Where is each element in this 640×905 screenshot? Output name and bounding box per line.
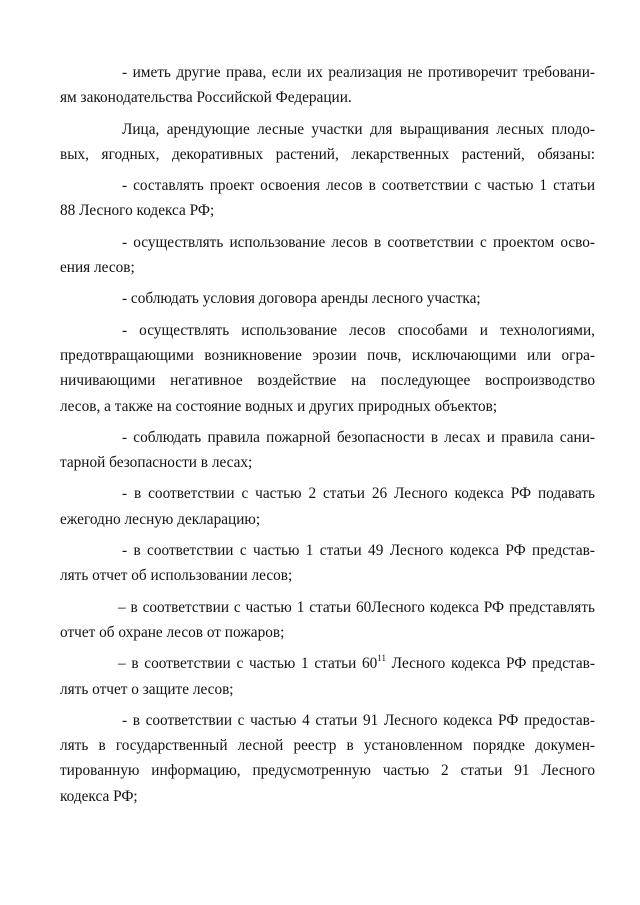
text-line: - в соответствии с частью 4 статьи 91 Лесного кодекса РФ предостав- <box>122 711 595 729</box>
paragraph-obligations-intro <box>60 117 595 168</box>
paragraph-usage-report <box>60 538 595 589</box>
text-line: - в соответствии с частью 2 статьи 26 Лесного кодекса РФ подавать <box>122 485 595 503</box>
text-line: - иметь другие права, если их реализация не противоречит требовани- <box>122 64 595 81</box>
paragraph-fire-protection-report <box>60 595 595 646</box>
text-line: отчет об охране лесов от пожаров; <box>60 623 285 641</box>
paragraph-forest-project <box>60 173 595 224</box>
text-line: ничивающими негативное воздействие на последующее воспроизводство <box>60 372 595 390</box>
text-line: ения лесов; <box>60 259 135 277</box>
text-line: тарной безопасности в лесах; <box>60 454 253 472</box>
paragraph-fire-safety <box>60 425 595 476</box>
text-line: - соблюдать правила пожарной безопасности в лесах и правила сани- <box>122 428 595 446</box>
text-line: тированную информацию, предусмотренную частью 2 статьи 91 Лесного <box>60 762 595 780</box>
text-line <box>60 651 595 676</box>
text-line: – в соответствии с частью 1 статьи 60Лесного кодекса РФ представлять <box>118 598 595 616</box>
text-line: вых, ягодных, декоративных растений, лекарственных растений, обязаны: <box>60 145 595 163</box>
paragraph-forest-declaration <box>60 481 595 532</box>
text-line: лесов, а также на состояние водных и других природных объектов; <box>60 397 498 415</box>
text-line: - соблюдать условия договора аренды лесного участка; <box>122 290 481 308</box>
text-line: лять в государственный лесной реестр в установленном порядке докумен- <box>60 737 595 755</box>
paragraph-erosion-prevention <box>60 318 595 419</box>
paragraph-other-rights <box>60 60 595 111</box>
paragraph-forest-protection-report <box>60 651 595 702</box>
text-line: - осуществлять использование лесов в соответствии с проектом осво- <box>122 233 595 251</box>
paragraph-lease-terms <box>60 286 595 311</box>
text-line: ям законодательства Российской Федерации. <box>60 89 352 107</box>
text-line: лять отчет об использовании лесов; <box>60 567 293 585</box>
text-line: - составлять проект освоения лесов в соответствии с частью 1 статьи <box>122 177 595 195</box>
text-line: - осуществлять использование лесов способами и технологиями, <box>122 321 595 339</box>
paragraph-forest-registry <box>60 708 595 809</box>
text-line: ежегодно лесную декларацию; <box>60 510 261 528</box>
text-line: кодекса РФ; <box>60 787 138 805</box>
document-text <box>60 60 595 815</box>
text-line: 88 Лесного кодекса РФ; <box>60 202 215 220</box>
superscript: 11 <box>377 653 386 664</box>
text-segment: – в соответствии с частью 1 статьи 60 <box>118 655 378 673</box>
text-line: предотвращающими возникновение эрозии почв, исключающими или огра- <box>60 346 595 364</box>
paragraph-use-per-project <box>60 230 595 281</box>
text-segment: Лесного кодекса РФ представ- <box>385 655 595 673</box>
text-line: Лица, арендующие лесные участки для выращивания лесных плодо- <box>122 120 595 138</box>
text-line: лять отчет о защите лесов; <box>60 680 234 698</box>
text-line: - в соответствии с частью 1 статьи 49 Лесного кодекса РФ представ- <box>122 542 595 560</box>
